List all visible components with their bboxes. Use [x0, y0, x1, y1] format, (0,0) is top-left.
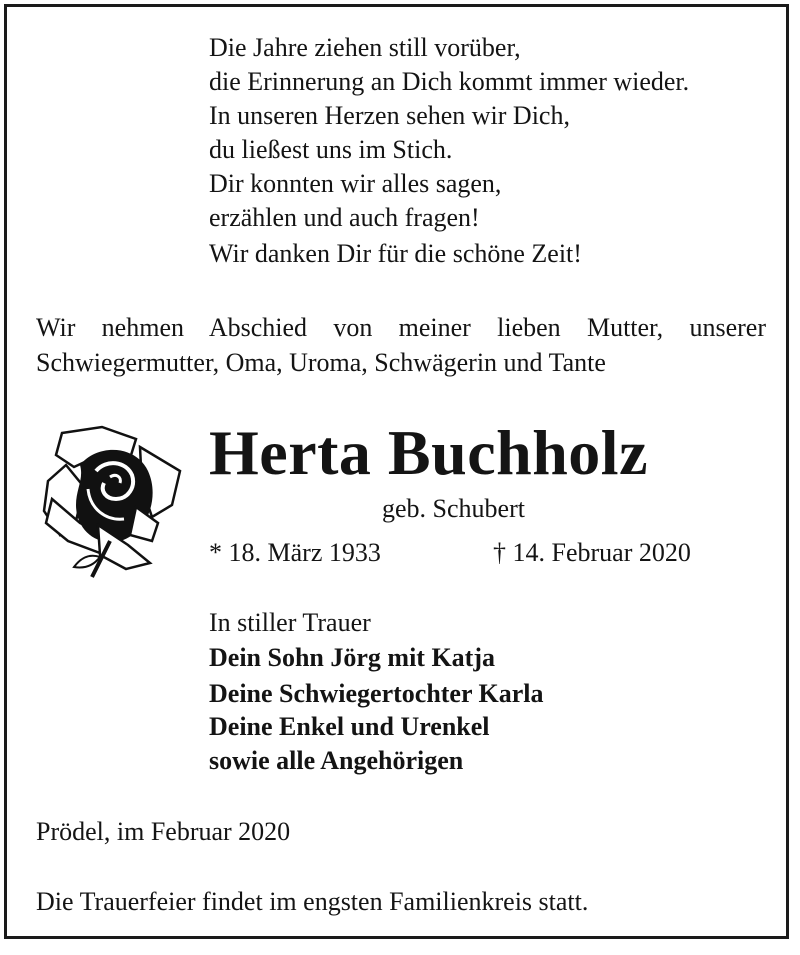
- poem-line: Wir danken Dir für die schöne Zeit!: [209, 239, 582, 268]
- poem-line: Dir konnten wir alles sagen,: [209, 169, 502, 198]
- deceased-name: Herta Buchholz: [209, 417, 648, 488]
- rose-icon: [40, 425, 186, 580]
- mourner-name: Deine Enkel und Urenkel: [209, 712, 490, 741]
- poem-line: In unseren Herzen sehen wir Dich,: [209, 101, 570, 130]
- death-date: † 14. Februar 2020: [493, 538, 691, 567]
- mourner-name: sowie alle Angehörigen: [209, 746, 464, 775]
- poem-line: erzählen und auch fragen!: [209, 203, 480, 232]
- mourner-name: Deine Schwiegertochter Karla: [209, 679, 544, 708]
- birth-date: * 18. März 1933: [209, 538, 381, 567]
- intro-line-2: Schwiegermutter, Oma, Uroma, Schwägerin und Tante: [36, 348, 606, 377]
- poem-line: du ließest uns im Stich.: [209, 135, 453, 164]
- intro-line-1: Wir nehmen Abschied von meiner lieben Mutter, unserer: [36, 313, 766, 342]
- funeral-note: Die Trauerfeier findet im engsten Familienkreis statt.: [36, 887, 589, 916]
- poem-line: die Erinnerung an Dich kommt immer wieder.: [209, 67, 690, 96]
- mourner-name: Dein Sohn Jörg mit Katja: [209, 643, 495, 672]
- maiden-name: geb. Schubert: [382, 494, 525, 523]
- mourning-heading: In stiller Trauer: [209, 608, 371, 637]
- poem-line: Die Jahre ziehen still vorüber,: [209, 33, 521, 62]
- place-date: Prödel, im Februar 2020: [36, 817, 291, 846]
